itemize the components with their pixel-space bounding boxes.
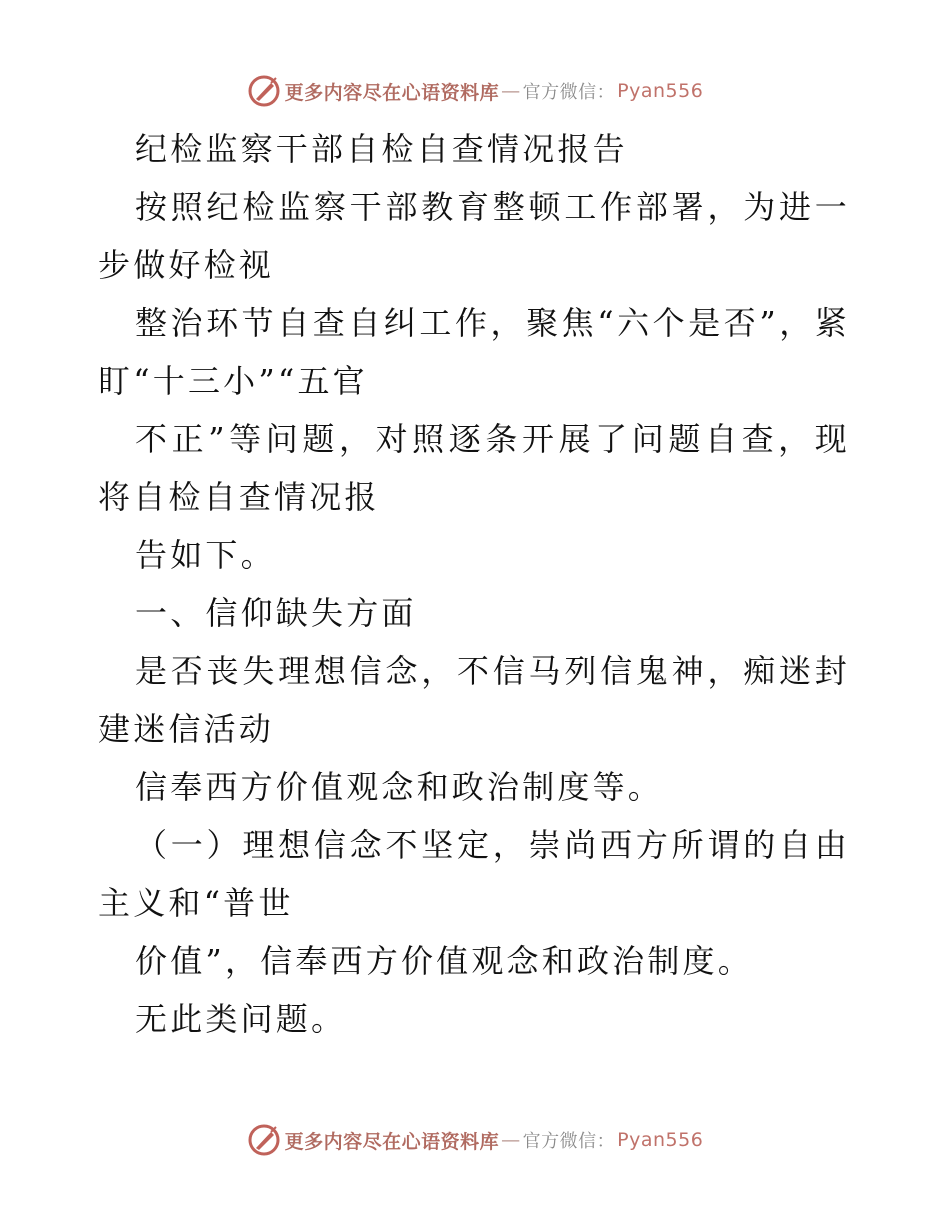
watermark-dash: — bbox=[501, 80, 521, 102]
watermark-official-label: 官方微信： bbox=[522, 82, 616, 103]
quill-logo-icon bbox=[247, 74, 281, 108]
document-body bbox=[98, 120, 850, 1048]
subsection-heading: （一）理想信念不坚定，崇尚西方所谓的自由主义和“普世 bbox=[98, 826, 850, 922]
section-heading: 一、信仰缺失方面 bbox=[135, 594, 417, 632]
paragraph: 信奉西方价值观念和政治制度等。 bbox=[135, 768, 664, 806]
paragraph: 整治环节自查自纠工作，聚焦“六个是否”，紧盯“十三小”“五官 bbox=[98, 304, 850, 400]
watermark-footer bbox=[0, 1120, 950, 1160]
watermark-dash: — bbox=[501, 1129, 521, 1151]
watermark-main-text: 更多内容尽在心语资料库 bbox=[284, 1130, 500, 1153]
paragraph: 价值”，信奉西方价值观念和政治制度。 bbox=[135, 942, 753, 980]
document-title: 纪检监察干部自检自查情况报告 bbox=[135, 130, 628, 168]
watermark-wechat-id: Pyan556 bbox=[617, 1129, 704, 1151]
paragraph: 是否丧失理想信念，不信马列信鬼神，痴迷封建迷信活动 bbox=[98, 652, 850, 748]
paragraph: 告如下。 bbox=[135, 536, 276, 574]
watermark-wechat-id: Pyan556 bbox=[617, 80, 704, 102]
watermark-main-text: 更多内容尽在心语资料库 bbox=[284, 81, 500, 104]
quill-logo-icon bbox=[247, 1123, 281, 1157]
watermark-official-label: 官方微信： bbox=[522, 1131, 616, 1152]
paragraph: 不正”等问题，对照逐条开展了问题自查，现将自检自查情况报 bbox=[98, 420, 850, 516]
paragraph: 按照纪检监察干部教育整顿工作部署，为进一步做好检视 bbox=[98, 188, 850, 284]
paragraph: 无此类问题。 bbox=[135, 1000, 347, 1038]
watermark-header bbox=[0, 71, 950, 111]
